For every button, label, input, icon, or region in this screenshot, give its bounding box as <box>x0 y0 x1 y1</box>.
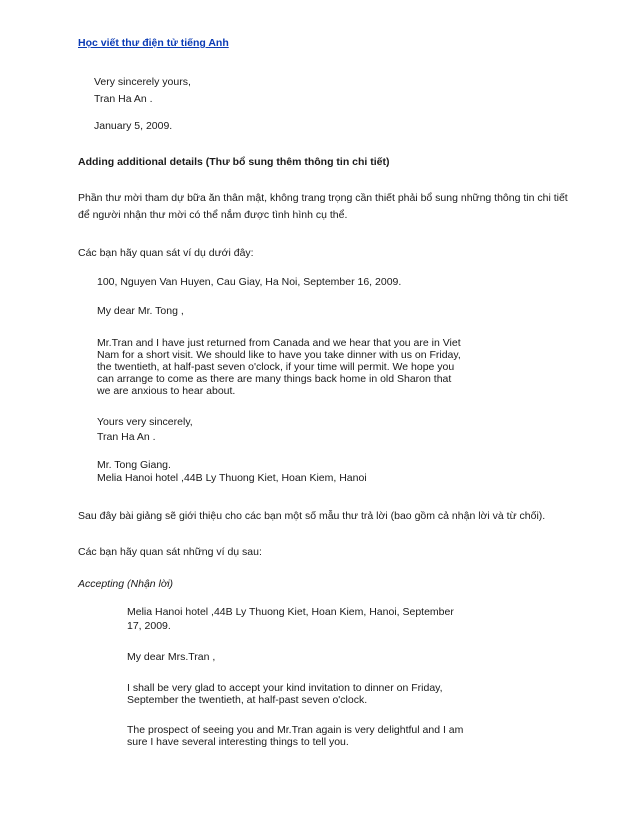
letter2-para1-line: I shall be very glad to accept your kind invitation to dinner on Friday, <box>127 682 443 694</box>
letter1-salutation: My dear Mr. Tong , <box>97 305 184 317</box>
observe-instruction-2: Các bạn hãy quan sát những ví dụ sau: <box>78 546 262 558</box>
intro-line-2: để người nhận thư mời có thể nắm được tình hình cụ thể. <box>78 209 348 221</box>
letter2-para2-line: sure I have several interesting things to tell you. <box>127 736 349 748</box>
section-heading: Adding additional details (Thư bổ sung thêm thông tin chi tiết) <box>78 156 390 168</box>
letter1-body-line: Mr.Tran and I have just returned from Canada and we hear that you are in Viet <box>97 337 461 349</box>
letter1-address: 100, Nguyen Van Huyen, Cau Giay, Ha Noi, September 16, 2009. <box>97 276 402 288</box>
letter1-body-line: the twentieth, at half-past seven o'clock, if your time will permit. We hope you <box>97 361 455 373</box>
closing-signature: Tran Ha An . <box>94 93 153 105</box>
letter1-body-line: can arrange to come as there are many things back home in old Sharon that <box>97 373 452 385</box>
transition-text: Sau đây bài giảng sẽ giới thiệu cho các bạn một số mẫu thư trả lời (bao gồm cả nhận lời và từ chối). <box>78 510 546 522</box>
letter2-address-line: Melia Hanoi hotel ,44B Ly Thuong Kiet, Hoan Kiem, Hanoi, September <box>127 606 454 618</box>
letter2-salutation: My dear Mrs.Tran , <box>127 651 216 663</box>
closing-date: January 5, 2009. <box>94 120 173 132</box>
accepting-label: Accepting (Nhận lời) <box>78 578 174 590</box>
letter1-recipient-name: Mr. Tong Giang. <box>97 459 171 471</box>
observe-instruction: Các bạn hãy quan sát ví dụ dưới đây: <box>78 247 254 259</box>
letter1-recipient-address: Melia Hanoi hotel ,44B Ly Thuong Kiet, Hoan Kiem, Hanoi <box>97 472 367 484</box>
intro-line-1: Phần thư mời tham dự bữa ăn thân mật, không trang trọng cần thiết phải bổ sung những thông tin chi tiết <box>78 192 568 204</box>
letter1-body-line: we are anxious to hear about. <box>97 385 236 397</box>
page-title[interactable]: Học viết thư điện tử tiếng Anh <box>78 37 229 49</box>
letter1-body-line: Nam for a short visit. We should like to have you take dinner with us on Friday, <box>97 349 461 361</box>
letter1-signoff: Yours very sincerely, <box>97 416 193 428</box>
letter2-address-line: 17, 2009. <box>127 620 171 632</box>
letter1-signature: Tran Ha An . <box>97 431 156 443</box>
letter2-para1-line: September the twentieth, at half-past seven o'clock. <box>127 694 368 706</box>
letter2-para2-line: The prospect of seeing you and Mr.Tran again is very delightful and I am <box>127 724 464 736</box>
closing-line: Very sincerely yours, <box>94 76 191 88</box>
